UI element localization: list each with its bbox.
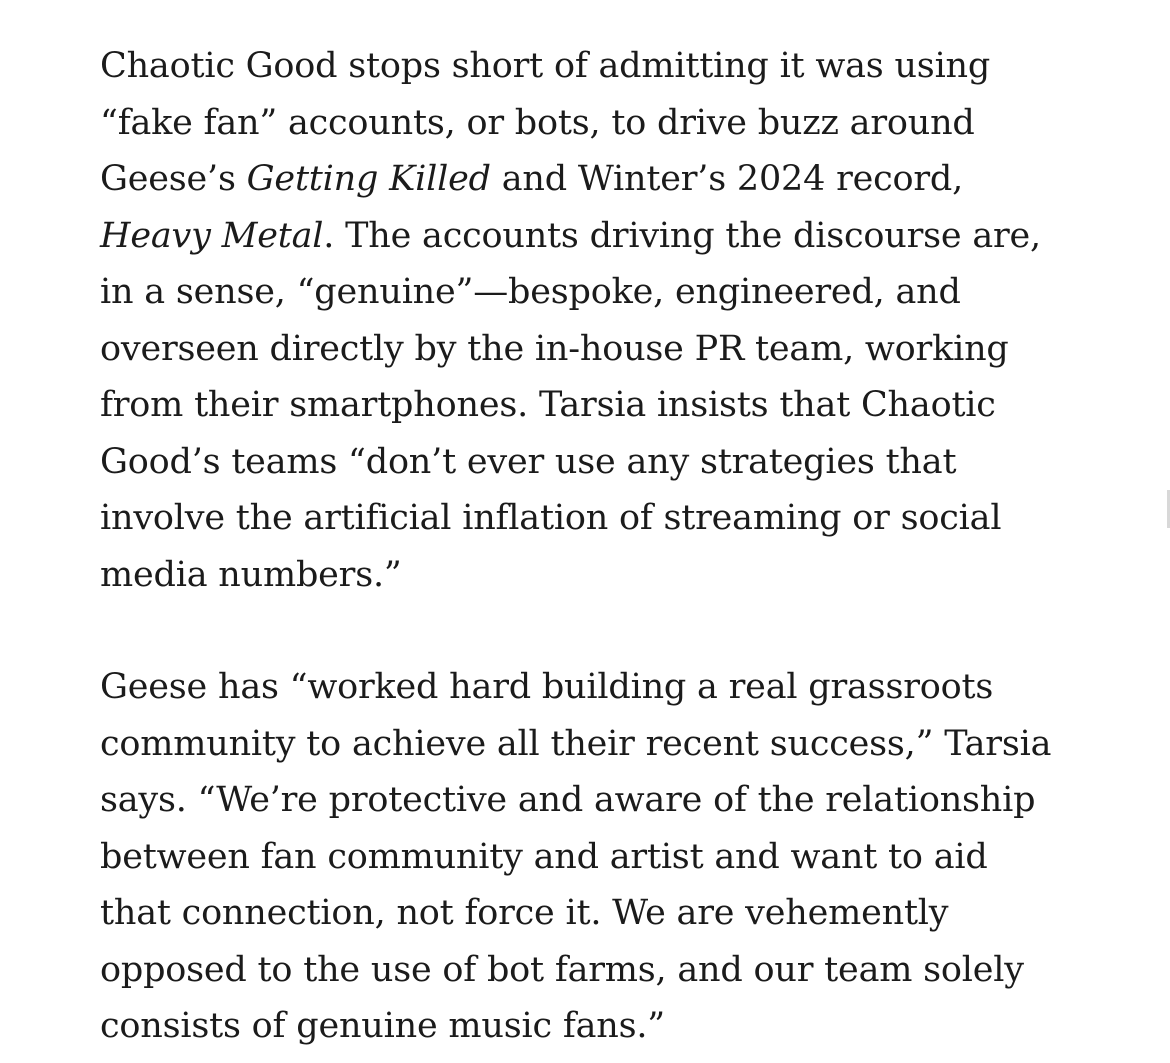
album-title: Getting Killed (246, 159, 491, 199)
text-line: consists of genuine music fans.” (100, 1006, 665, 1046)
article-paragraph-2 (100, 659, 1052, 1055)
text-line: Heavy Metal. The accounts driving the discourse are, (100, 215, 1041, 256)
text-line: says. “We’re protective and aware of the relationship (100, 780, 1036, 820)
article-paragraph-1 (100, 38, 1041, 603)
text-line: from their smartphones. Tarsia insists that Chaotic (100, 385, 996, 425)
text-line: “fake fan” accounts, or bots, to drive buzz around (100, 102, 975, 143)
text-line: opposed to the use of bot farms, and our team solely (100, 949, 1024, 990)
text-line: overseen directly by the in-house PR team, working (100, 328, 1009, 369)
text-line: Chaotic Good stops short of admitting it was using (100, 46, 991, 86)
text-line: Geese has “worked hard building a real grassroots (100, 667, 994, 707)
text-line: media numbers.” (100, 554, 402, 595)
text-line: Good’s teams “don’t ever use any strategies that (100, 441, 957, 482)
text-line: in a sense, “genuine”—bespoke, engineered, and (100, 272, 961, 312)
text-line: between fan community and artist and want to aid (100, 836, 988, 877)
text-line: community to achieve all their recent success,” Tarsia (100, 723, 1052, 764)
text-line: involve the artificial inflation of streaming or social (100, 498, 1002, 538)
album-title: Heavy Metal (100, 215, 324, 256)
article-body (100, 38, 1052, 1055)
text-line: Geese’s Getting Killed and Winter’s 2024 record, (100, 159, 964, 199)
text-line: that connection, not force it. We are vehemently (100, 893, 949, 933)
